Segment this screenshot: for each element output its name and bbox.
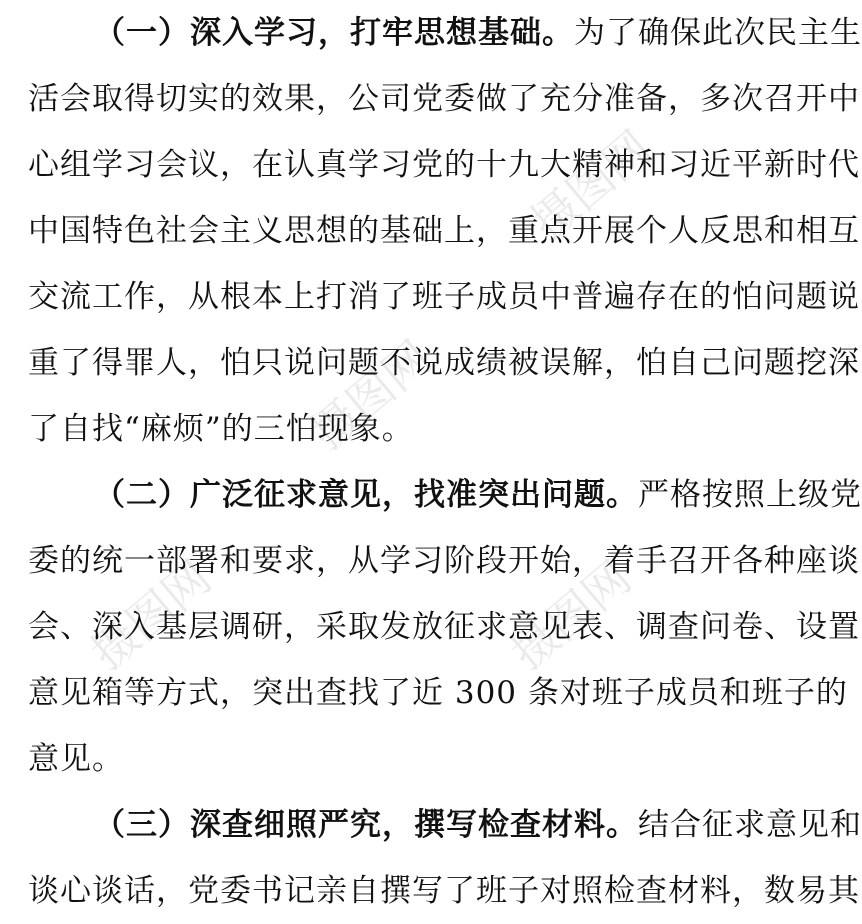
paragraph-text: 为了确保此次民主生 — [574, 15, 862, 51]
document-body — [28, 0, 862, 924]
section-heading: （三）深查细照严究，撰写检查材料。 — [94, 807, 638, 843]
paragraph-line: 中国特色社会主义思想的基础上，重点开展个人反思和相互 — [28, 213, 860, 249]
watermark: 摄图网 — [300, 330, 442, 461]
paragraph-line — [28, 792, 862, 858]
paragraph-line: 委的统一部署和要求，从学习阶段开始，着手召开各种座谈 — [28, 543, 860, 579]
paragraph-line: 重了得罪人，怕只说问题不说成绩被误解，怕自己问题挖深 — [28, 345, 860, 381]
watermark: 摄图网 — [500, 550, 642, 681]
paragraph-line: 谈心谈话，党委书记亲自撰写了班子对照检查材料，数易其 — [28, 873, 860, 909]
paragraph-line — [28, 462, 862, 528]
paragraph-text: 严格按照上级党 — [638, 477, 862, 513]
paragraph-text: 结合征求意见和 — [638, 807, 862, 843]
watermark: 摄图网 — [80, 550, 222, 681]
paragraph-line: 交流工作，从根本上打消了班子成员中普遍存在的怕问题说 — [28, 279, 860, 315]
paragraph-line: 心组学习会议，在认真学习党的十九大精神和习近平新时代 — [28, 147, 860, 183]
section-heading: （一）深入学习，打牢思想基础。 — [94, 15, 574, 51]
section-heading: （二）广泛征求意见，找准突出问题。 — [94, 477, 638, 513]
paragraph-line: 意见。 — [28, 741, 124, 777]
paragraph-line: 活会取得切实的效果，公司党委做了充分准备，多次召开中 — [28, 81, 860, 117]
watermark: 摄图网 — [520, 120, 662, 251]
paragraph-line: 意见箱等方式，突出查找了近 300 条对班子成员和班子的 — [28, 675, 848, 711]
paragraph-line — [28, 0, 862, 66]
paragraph-line: 会、深入基层调研，采取发放征求意见表、调查问卷、设置 — [28, 609, 860, 645]
paragraph-line: 了自找“麻烦”的三怕现象。 — [28, 411, 414, 447]
